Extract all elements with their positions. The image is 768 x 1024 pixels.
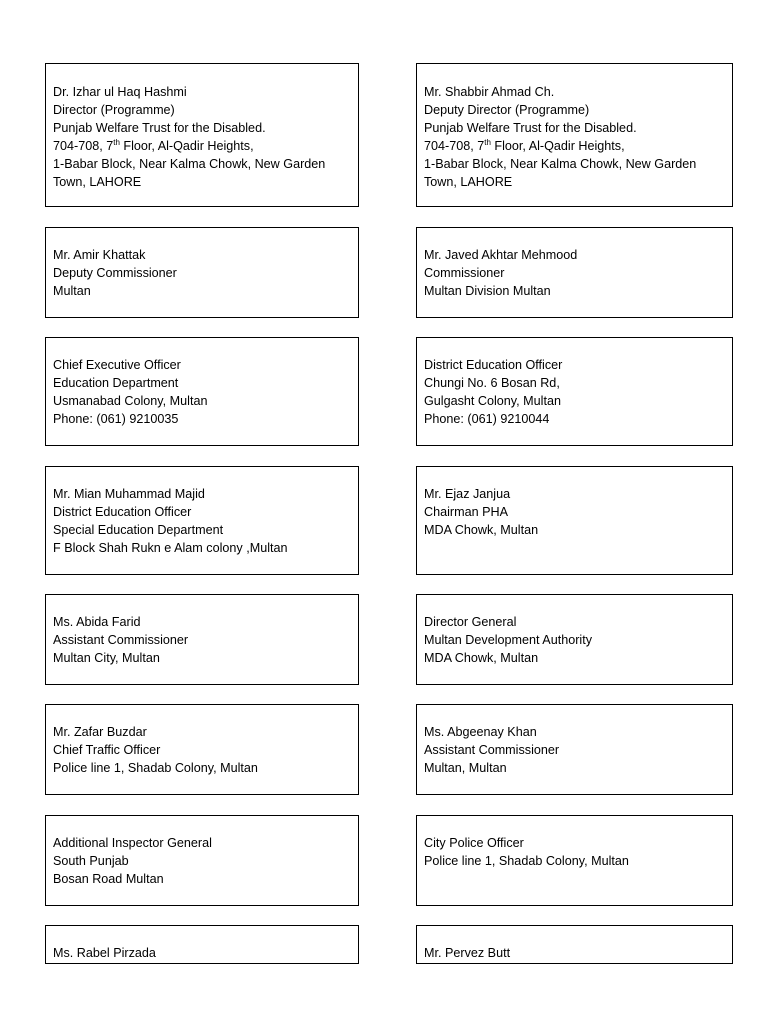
address-label (416, 227, 733, 318)
address-label (416, 925, 733, 964)
label-line: Police line 1, Shadab Colony, Multan (424, 854, 629, 868)
label-line: District Education Officer (424, 358, 563, 372)
label-line: Director (Programme) (53, 103, 175, 117)
label-line: City Police Officer (424, 836, 524, 850)
address-label (416, 704, 733, 795)
label-line: Ms. Abgeenay Khan (424, 725, 537, 739)
label-line: Mr. Ejaz Janjua (424, 487, 511, 501)
label-line: District Education Officer (53, 505, 192, 519)
address-label (45, 227, 359, 318)
label-line: South Punjab (53, 854, 129, 868)
label-line: Punjab Welfare Trust for the Disabled. (424, 121, 637, 135)
label-line: Phone: (061) 9210035 (53, 412, 179, 426)
address-label (45, 466, 359, 575)
label-line: Chungi No. 6 Bosan Rd, (424, 376, 560, 390)
label-line: Mr. Zafar Buzdar (53, 725, 147, 739)
label-line: Ms. Abida Farid (53, 615, 141, 629)
label-line: Police line 1, Shadab Colony, Multan (53, 761, 258, 775)
address-label (45, 815, 359, 906)
label-line: Usmanabad Colony, Multan (53, 394, 208, 408)
label-line: Chairman PHA (424, 505, 508, 519)
label-line: Commissioner (424, 266, 505, 280)
address-label (416, 594, 733, 685)
label-line: 1-Babar Block, Near Kalma Chowk, New Garden (53, 157, 326, 171)
label-line: Deputy Director (Programme) (424, 103, 590, 117)
label-line: 1-Babar Block, Near Kalma Chowk, New Garden (424, 157, 697, 171)
label-line: Gulgasht Colony, Multan (424, 394, 561, 408)
label-line: Multan (53, 284, 91, 298)
label-line: Multan Development Authority (424, 633, 593, 647)
label-line: Additional Inspector General (53, 836, 212, 850)
label-line: MDA Chowk, Multan (424, 651, 539, 665)
address-label (45, 337, 359, 446)
label-line: Director General (424, 615, 517, 629)
label-line: Education Department (53, 376, 179, 390)
address-label (416, 337, 733, 446)
label-line: Chief Executive Officer (53, 358, 181, 372)
label-line: Multan Division Multan (424, 284, 551, 298)
label-line: Assistant Commissioner (424, 743, 560, 757)
label-line: MDA Chowk, Multan (424, 523, 539, 537)
label-line: Mr. Amir Khattak (53, 248, 146, 262)
label-line: Town, LAHORE (424, 175, 513, 189)
address-label (416, 466, 733, 575)
label-line: Deputy Commissioner (53, 266, 177, 280)
label-line: Multan, Multan (424, 761, 507, 775)
label-line: F Block Shah Rukn e Alam colony ,Multan (53, 541, 288, 555)
label-line: Mr. Pervez Butt (424, 946, 511, 960)
label-line: Chief Traffic Officer (53, 743, 161, 757)
address-label (45, 594, 359, 685)
address-label (416, 63, 733, 207)
address-label (45, 704, 359, 795)
address-label (45, 925, 359, 964)
label-line: Ms. Rabel Pirzada (53, 946, 156, 960)
address-label (45, 63, 359, 207)
label-line: Bosan Road Multan (53, 872, 164, 886)
label-line: Mr. Mian Muhammad Majid (53, 487, 205, 501)
label-line: Mr. Javed Akhtar Mehmood (424, 248, 578, 262)
label-line: Special Education Department (53, 523, 224, 537)
label-line: 704-708, 7th Floor, Al-Qadir Heights, (53, 137, 254, 153)
address-label (416, 815, 733, 906)
label-line: Assistant Commissioner (53, 633, 189, 647)
label-line: 704-708, 7th Floor, Al-Qadir Heights, (424, 137, 625, 153)
label-line: Multan City, Multan (53, 651, 160, 665)
label-line: Dr. Izhar ul Haq Hashmi (53, 85, 187, 99)
label-line: Mr. Shabbir Ahmad Ch. (424, 85, 555, 99)
label-line: Town, LAHORE (53, 175, 142, 189)
label-line: Punjab Welfare Trust for the Disabled. (53, 121, 266, 135)
label-line: Phone: (061) 9210044 (424, 412, 550, 426)
